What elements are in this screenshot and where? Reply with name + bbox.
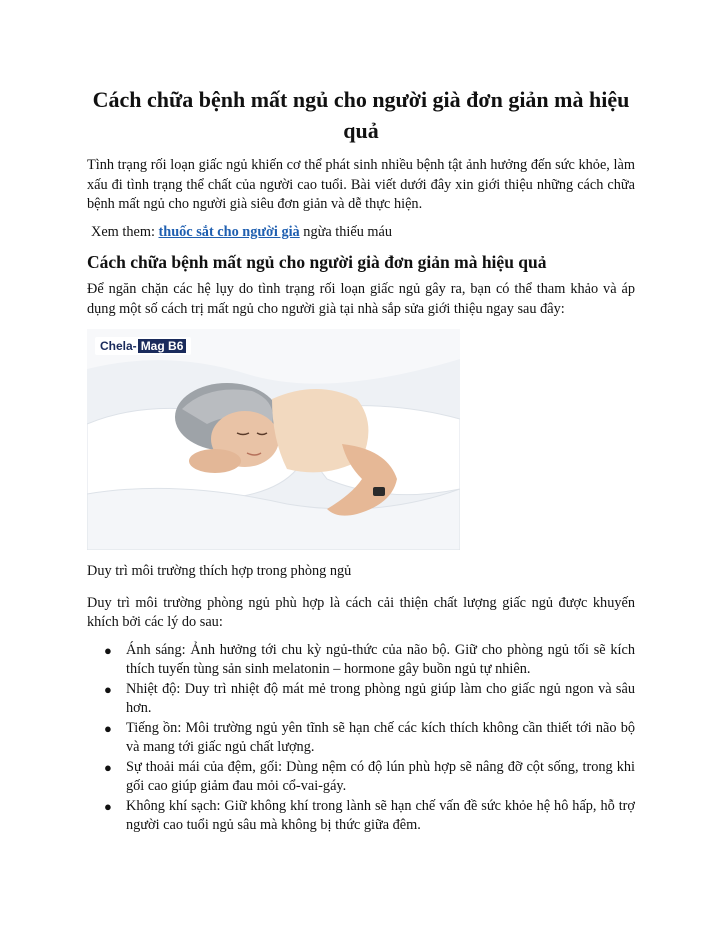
page-title: Cách chữa bệnh mất ngủ cho người già đơn giản mà hiệu quả bbox=[92, 87, 630, 143]
bullet-icon: ● bbox=[104, 759, 112, 775]
see-also-prefix: Xem them: bbox=[91, 223, 159, 240]
see-also-line bbox=[87, 223, 635, 243]
bullet-icon: ● bbox=[104, 681, 112, 697]
list-item-text: Không khí sạch: Giữ không khí trong lành sẽ hạn chế vấn đề sức khỏe hệ hô hấp, hỗ trợ người cao tuổi ngủ sâu mà không bị thức giữa đêm. bbox=[126, 797, 635, 833]
logo-prefix: Chela- bbox=[100, 339, 137, 353]
bullet-icon: ● bbox=[104, 720, 112, 736]
list-item bbox=[104, 641, 635, 680]
article-body bbox=[87, 84, 635, 836]
bullet-icon: ● bbox=[104, 642, 112, 658]
bullet-icon: ● bbox=[104, 798, 112, 814]
list-item-text: Nhiệt độ: Duy trì nhiệt độ mát mẻ trong phòng ngủ giúp làm cho giấc ngủ ngon và sâu hơn. bbox=[126, 680, 635, 716]
list-item bbox=[104, 797, 635, 836]
logo-brand: Mag B6 bbox=[138, 339, 187, 353]
section-intro: Để ngăn chặn các hệ lụy do tình trạng rối loạn giấc ngủ gây ra, bạn có thể tham khảo và áp dụng một số cách trị mất ngủ cho người già tại nhà sắp sửa giới thiệu ngay sau đây: bbox=[87, 281, 635, 317]
see-also-link[interactable]: thuốc sắt cho người già bbox=[158, 223, 300, 240]
list-item bbox=[104, 719, 635, 758]
list-item-text: Tiếng ồn: Môi trường ngủ yên tĩnh sẽ hạn chế các kích thích không cần thiết tới não bộ và mang tới giấc ngủ chất lượng. bbox=[126, 719, 635, 755]
list-item bbox=[104, 680, 635, 719]
brand-logo bbox=[95, 337, 191, 355]
see-also-suffix: ngừa thiếu máu bbox=[299, 223, 393, 240]
section-heading: Cách chữa bệnh mất ngủ cho người già đơn giản mà hiệu quả bbox=[87, 252, 547, 272]
bullet-list bbox=[87, 641, 635, 836]
list-item-text: Sự thoải mái của đệm, gối: Dùng nệm có độ lún phù hợp sẽ nâng đỡ cột sống, trong khi gối cao giúp giảm đau mỏi cổ-vai-gáy. bbox=[126, 758, 635, 794]
list-item bbox=[104, 758, 635, 797]
article-image bbox=[87, 329, 460, 550]
body-paragraph: Duy trì môi trường phòng ngủ phù hợp là cách cải thiện chất lượng giấc ngủ được khuyến khích bởi các lý do sau: bbox=[87, 594, 635, 630]
image-caption: Duy trì môi trường thích hợp trong phòng ngủ bbox=[87, 563, 352, 579]
intro-paragraph: Tình trạng rối loạn giấc ngủ khiến cơ thể phát sinh nhiều bệnh tật ảnh hưởng đến sức khỏe, làm xấu đi tình trạng thể chất của người cao tuổi. Bài viết dưới đây xin giới thiệu những cách chữa bệnh mất ngủ cho người già siêu đơn giản và dễ thực hiện. bbox=[87, 157, 635, 212]
list-item-text: Ánh sáng: Ảnh hưởng tới chu kỳ ngủ-thức của não bộ. Giữ cho phòng ngủ tối sẽ kích thích tuyến tùng sản sinh melatonin – hormone gây buồn ngủ tự nhiên. bbox=[126, 641, 635, 677]
sleeping-woman-illustration bbox=[87, 329, 460, 550]
